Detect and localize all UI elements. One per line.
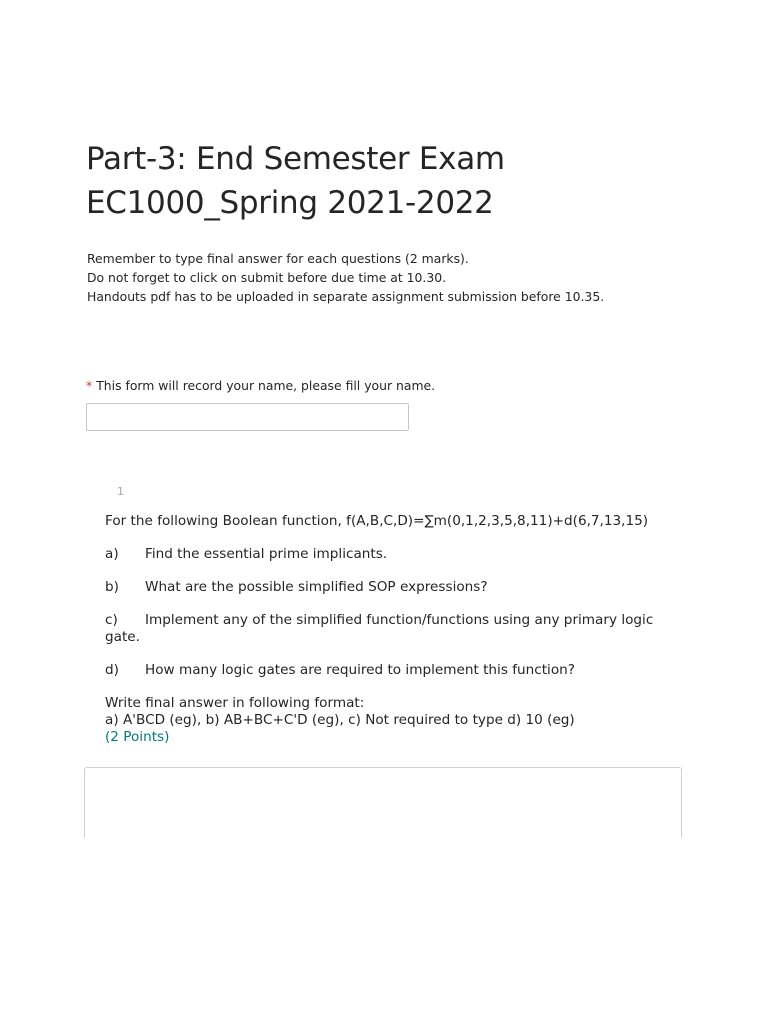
part-label: b) <box>105 579 119 595</box>
question-1-body <box>105 513 670 746</box>
question-number: 1 <box>117 485 124 498</box>
part-label: c) <box>105 612 118 628</box>
question-1-intro: For the following Boolean function, f(A,B,C,D)=∑m(0,1,2,3,5,8,11)+d(6,7,13,15) <box>105 513 649 529</box>
required-marker: * <box>86 378 93 393</box>
name-question-label <box>86 377 435 395</box>
final-format-line-2 <box>105 712 670 746</box>
form-title <box>86 137 686 225</box>
question-1-part-b <box>105 579 670 596</box>
question-1-part-a <box>105 546 670 563</box>
description-line-3: Handouts pdf has to be uploaded in separate assignment submission before 10.35. <box>87 289 605 304</box>
description-line-1: Remember to type final answer for each questions (2 marks). <box>87 251 469 266</box>
description-line-2: Do not forget to click on submit before due time at 10.30. <box>87 270 447 285</box>
final-format-line-1: Write final answer in following format: <box>105 695 365 711</box>
question-1-part-d <box>105 662 670 679</box>
part-label: d) <box>105 662 119 678</box>
part-text: Find the essential prime implicants. <box>145 546 388 562</box>
question-1-part-c <box>105 612 670 646</box>
part-text: How many logic gates are required to implement this function? <box>145 662 575 678</box>
form-title-line-1: Part-3: End Semester Exam <box>86 141 505 177</box>
part-text: What are the possible simplified SOP expressions? <box>145 579 488 595</box>
form-title-line-2: EC1000_Spring 2021-2022 <box>86 185 494 221</box>
final-format-example: a) A'BCD (eg), b) AB+BC+C'D (eg), c) Not required to type d) 10 (eg) <box>105 712 575 728</box>
points-badge: (2 Points) <box>105 729 170 745</box>
part-label: a) <box>105 546 119 562</box>
question-1-final-format <box>105 695 670 746</box>
name-question-text: This form will record your name, please fill your name. <box>96 378 436 393</box>
page-bottom-blank <box>0 838 768 1024</box>
name-input[interactable] <box>86 403 409 431</box>
part-text: Implement any of the simplified function/functions using any primary logic gate. <box>105 612 654 645</box>
form-description <box>87 249 707 306</box>
